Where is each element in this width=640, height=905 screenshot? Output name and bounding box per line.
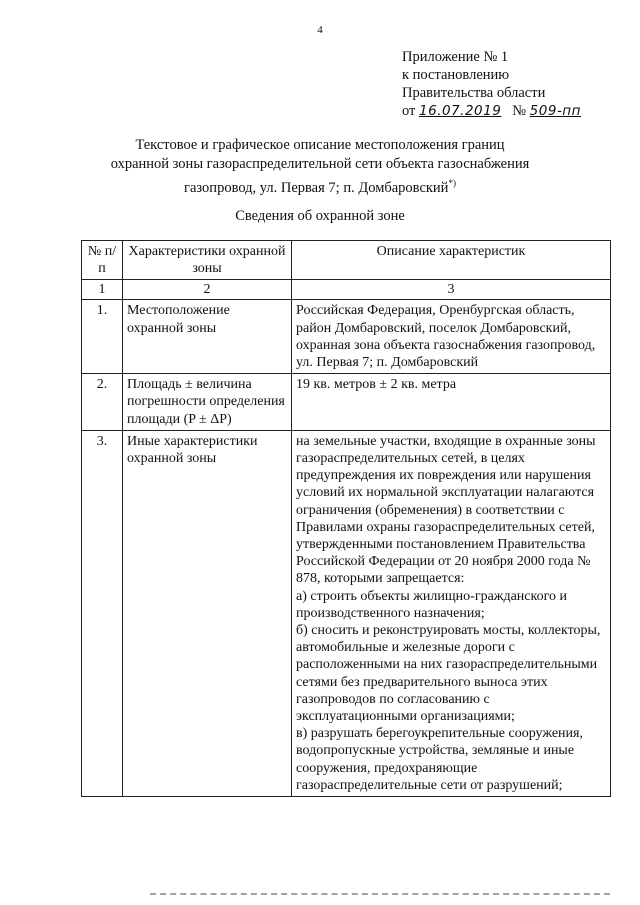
row-description [292, 430, 611, 796]
column-number: 2 [123, 280, 292, 300]
handwritten-date: 16.07.2019 [419, 103, 502, 119]
row-number: 1. [82, 300, 123, 374]
row-description [292, 374, 611, 431]
page-number: 4 [317, 24, 323, 36]
column-number-row [82, 280, 611, 300]
title-line-3-text: газопровод, ул. Первая 7; п. Домбаровский [184, 179, 449, 196]
row-characteristic: Площадь ± величина погрешности определения площади (P ± ΔP) [123, 374, 292, 431]
table-row [82, 374, 611, 431]
section-title: Сведения об охранной зоне [235, 208, 405, 224]
handwritten-number: 509-пп [529, 103, 581, 119]
description-paragraph: б) сносить и реконструировать мосты, коллекторы, автомобильные и железные дороги с расположенными на них газораспределительными сетями без предварительного выноса этих газопроводов по согласованию с эксплуатационными организациями; [296, 623, 601, 725]
column-number: 3 [292, 280, 611, 300]
appendix-line-3: Правительства области [402, 85, 546, 101]
table-row [82, 300, 611, 374]
row-number: 3. [82, 430, 123, 796]
description-paragraph: Российская Федерация, Оренбургская область, район Домбаровский, поселок Домбаровский, охранная зона объекта газоснабжения газопровод, ул. Первая 7; п. Домбаровский [296, 303, 596, 371]
description-paragraph: на земельные участки, входящие в охранные зоны газораспределительных сетей, в целях предупреждения их повреждения или нарушения условий их нормальной эксплуатации налагаются ограничения (обременения) в соответствии с Правилами охраны газораспределительных сетей, утвержденными постановлением Правительства Российской Федерации от 20 ноября 2000 года № 878, которыми запрещается: [296, 433, 596, 587]
header-characteristic: Характеристики охранной зоны [123, 241, 292, 280]
title-line-3 [0, 174, 640, 198]
zone-info-table [81, 240, 611, 797]
title-line-2: охранной зоны газораспределительной сети объекта газоснабжения [110, 156, 530, 172]
row-characteristic: Местоположение охранной зоны [123, 300, 292, 374]
document-title [0, 136, 640, 198]
date-prefix: от [402, 103, 416, 119]
row-number: 2. [82, 374, 123, 431]
page-bottom-edge [150, 893, 610, 898]
description-paragraph: а) строить объекты жилищно-гражданского и производственного назначения; [296, 588, 567, 621]
appendix-date-line [402, 102, 581, 120]
footnote-mark: *) [448, 178, 456, 188]
table-header-row [82, 241, 611, 280]
row-description [292, 300, 611, 374]
table-row [82, 430, 611, 796]
description-paragraph: в) разрушать берегоукрепительные сооружения, водопропускные устройства, земляные и иные сооружения, предохраняющие газораспределительные сети от разрушений; [296, 726, 583, 793]
description-paragraph: 19 кв. метров ± 2 кв. метра [296, 377, 457, 393]
number-prefix: № [512, 103, 527, 119]
appendix-block [402, 48, 581, 120]
appendix-line-2: к постановлению [402, 67, 510, 83]
row-characteristic: Иные характеристики охранной зоны [123, 430, 292, 796]
header-number: № п/п [82, 241, 123, 280]
appendix-line-1: Приложение № 1 [402, 49, 509, 65]
header-description: Описание характеристик [292, 241, 611, 280]
column-number: 1 [82, 280, 123, 300]
title-line-1: Текстовое и графическое описание местоположения границ [135, 137, 505, 153]
